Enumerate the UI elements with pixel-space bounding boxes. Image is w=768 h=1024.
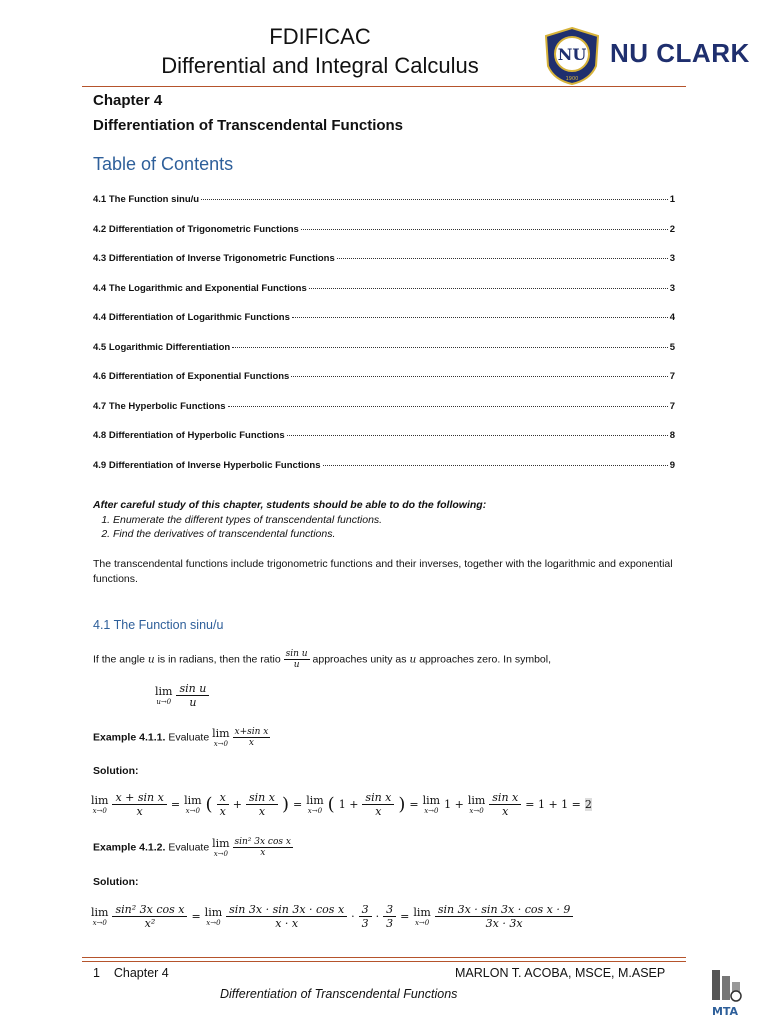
toc-entry[interactable]: [93, 342, 675, 372]
nu-shield-logo: [542, 26, 602, 86]
toc-entry[interactable]: [93, 283, 675, 313]
toc-entry[interactable]: [93, 312, 675, 342]
toc-leader: [287, 435, 668, 436]
svg-text:1900: 1900: [565, 76, 579, 82]
toc-label: 4.4 The Logarithmic and Exponential Functions: [93, 282, 307, 294]
footer-page-chapter: [93, 966, 169, 980]
toc-entry[interactable]: [93, 430, 675, 460]
toc-entry[interactable]: [93, 401, 675, 431]
toc-entry[interactable]: [93, 194, 675, 224]
header-rule: [82, 86, 686, 87]
toc-leader: [337, 258, 668, 259]
footer-author: MARLON T. ACOBA, MSCE, M.ASEP: [455, 966, 666, 980]
table-of-contents: [93, 194, 675, 489]
toc-entry[interactable]: [93, 371, 675, 401]
section-text: If the angle u is in radians, then the ratio $\frac{\text{sin u}}{u}$ approaches unity as u approaches zero. In symbol,: [93, 649, 552, 670]
toc-leader: [228, 406, 668, 407]
footer-chapter: Chapter 4: [113, 966, 169, 980]
toc-page: 2: [669, 223, 675, 235]
learning-objectives: [93, 499, 486, 541]
toc-label: 4.5 Logarithmic Differentiation: [93, 341, 231, 353]
svg-text:NU: NU: [557, 45, 587, 64]
solution-label: Solution:: [93, 876, 139, 888]
toc-label: 4.7 The Hyperbolic Functions: [93, 400, 226, 412]
example-solution-equation: lim x→0 $\frac{\text{x + sin x}}{x}$ = lim x→0 ( x x + $\frac{\text{sin x}}{x}$ ) = lim x→0 ( 1 + $\frac{\text{sin x}}{x}$ ) = lim x→0 1 + lim x→0 $\frac{\text{sin x}}{x}$ = 1 + 1 = 2: [91, 791, 592, 818]
toc-page: 8: [669, 430, 675, 441]
toc-leader: [323, 465, 668, 466]
chapter-number: Chapter 4: [93, 92, 163, 109]
logo-text: NU CLARK: [610, 38, 750, 68]
example-solution-equation: lim x→0 $\frac{\text{sin² 3x cos x}}{\text{x²}}$ = lim x→0 sin 3x · sin 3x · cos x x · x · 3 3 · $\frac{3}{3}$ = lim x→0 sin 3x · sin 3x · cos x · 9 3x · 3x: [91, 903, 573, 930]
footer-subtitle: Differentiation of Transcendental Functions: [220, 987, 458, 1001]
toc-entry[interactable]: [93, 460, 675, 490]
toc-page: 7: [669, 400, 675, 412]
toc-entry[interactable]: [93, 253, 675, 283]
toc-page: 3: [669, 253, 675, 264]
toc-entry[interactable]: [93, 224, 675, 254]
section-heading: 4.1 The Function sinu/u: [93, 618, 224, 632]
toc-page: 5: [669, 341, 675, 353]
highlighted-result: 2: [584, 798, 592, 811]
toc-label: 4.8 Differentiation of Hyperbolic Functions: [93, 430, 285, 441]
chapter-title: Differentiation of Transcendental Functions: [93, 117, 404, 134]
toc-label: 4.1 The Function sinu/u: [93, 194, 200, 205]
toc-page: 7: [669, 371, 675, 382]
toc-label: 4.2 Differentiation of Trigonometric Functions: [93, 223, 299, 235]
toc-leader: [232, 347, 667, 348]
toc-page: 3: [669, 282, 675, 294]
footer-rule: [82, 957, 686, 962]
example-statement: Example 4.1.2. Evaluate lim x→0 $\frac{\text{sin² 3x cos x}}{x}$: [93, 837, 291, 858]
toc-leader: [201, 199, 668, 200]
toc-page: 1: [669, 194, 675, 205]
page-number: 1: [93, 966, 100, 980]
toc-title: Table of Contents: [93, 154, 234, 174]
objectives-intro: After careful study of this chapter, students should be able to do the following:: [93, 499, 487, 511]
course-code: FDIFICAC: [269, 24, 371, 49]
toc-page: 9: [669, 459, 675, 471]
toc-page: 4: [669, 312, 675, 323]
toc-label: 4.3 Differentiation of Inverse Trigonometric Functions: [93, 253, 335, 264]
objective-item: 2. Find the derivatives of transcendental functions.: [113, 527, 486, 541]
toc-leader: [309, 288, 668, 289]
toc-label: 4.9 Differentiation of Inverse Hyperbolic Functions: [93, 459, 321, 471]
toc-leader: [291, 376, 667, 377]
toc-leader: [292, 317, 668, 318]
toc-label: 4.6 Differentiation of Exponential Functions: [93, 371, 290, 382]
mta-logo-icon: [702, 966, 748, 1018]
course-title: Differential and Integral Calculus: [161, 53, 479, 78]
intro-paragraph: The transcendental functions include trigonometric functions and their inverses, together with the logarithmic and exponential functions.: [93, 558, 673, 585]
solution-label: Solution:: [93, 765, 139, 777]
objective-item: 1. Enumerate the different types of transcendental functions.: [113, 513, 486, 527]
example-statement: Example 4.1.1. Evaluate lim x→0 $\frac{\text{x+sin x}}{x}$: [93, 727, 269, 748]
svg-text:MTA: MTA: [711, 1005, 739, 1018]
toc-label: 4.4 Differentiation of Logarithmic Functions: [93, 312, 290, 323]
limit-definition: lim u→0 sin u u: [155, 682, 209, 709]
toc-leader: [301, 229, 668, 230]
